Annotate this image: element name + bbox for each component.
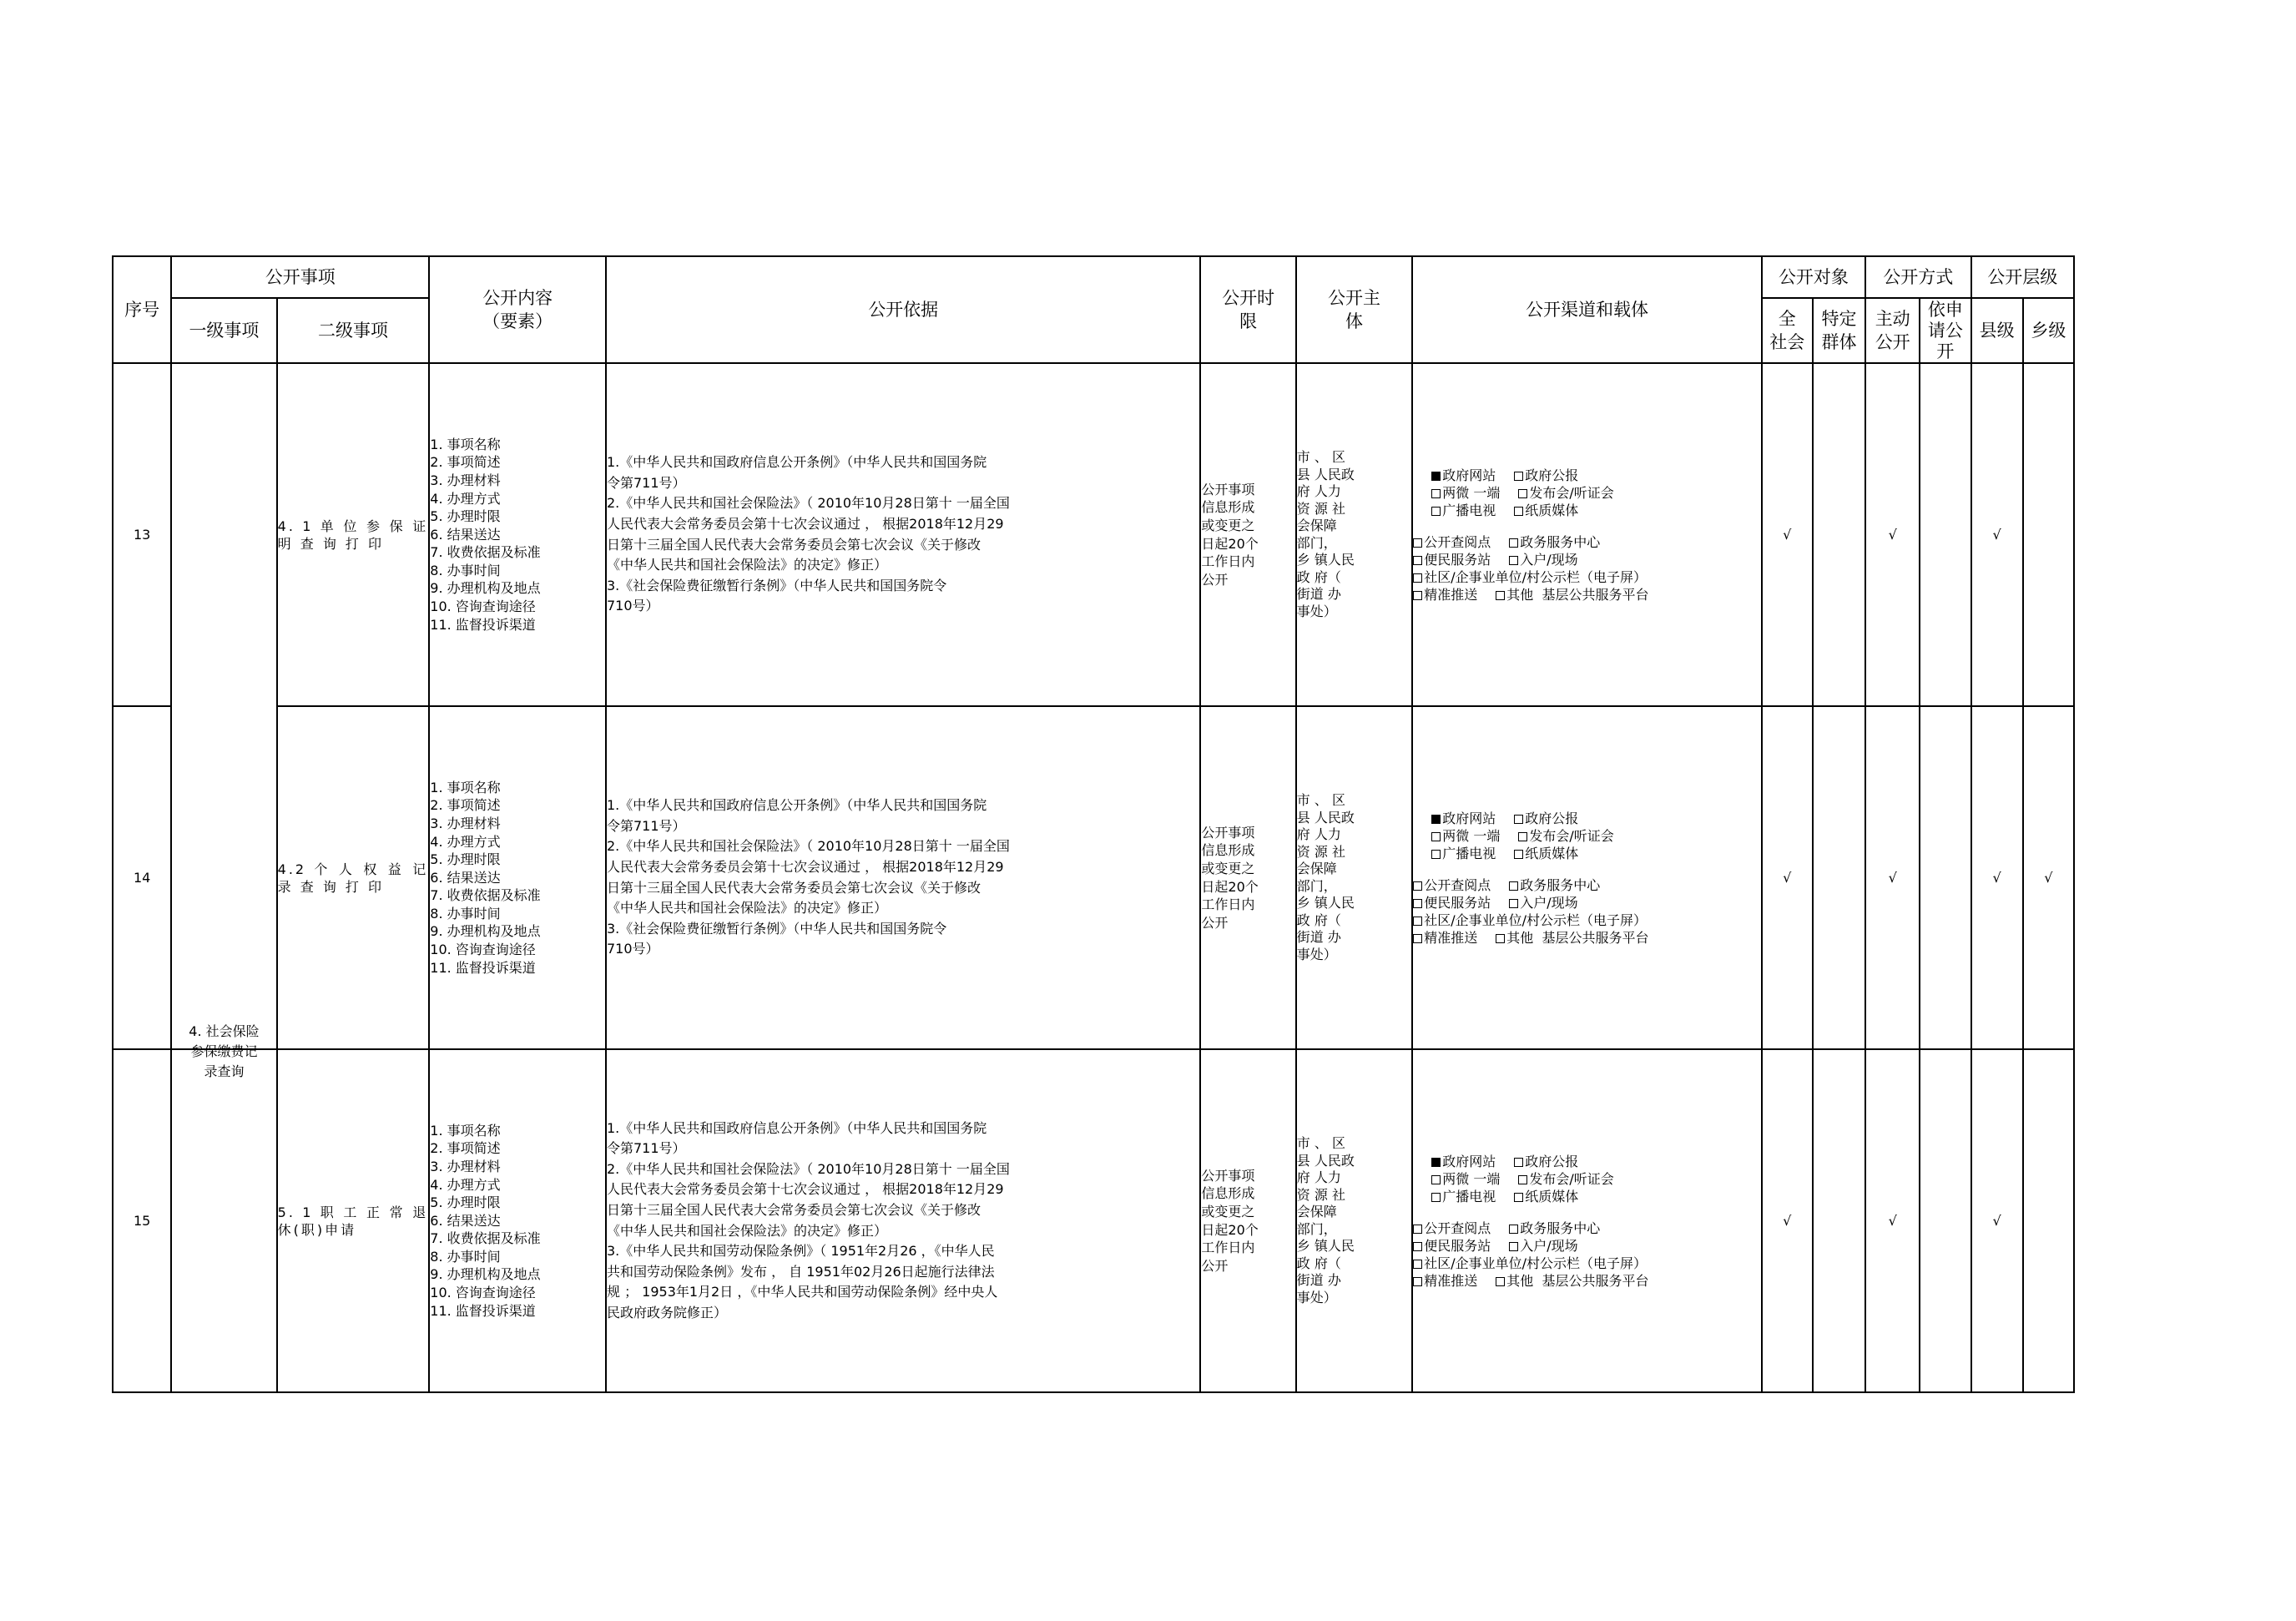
channel-row: [1431, 502, 1760, 519]
header-method: 公开方式: [1865, 256, 1971, 298]
text-line: 3.《中华人民共和国劳动保险条例》（ 1951年2月26 ，《中华人民: [606, 1243, 995, 1260]
level2-item: 4. 1 单 位 参 保 证 明 查 询 打 印: [277, 363, 430, 706]
text-line: 会保障: [1296, 518, 1337, 533]
header-target-all-line: 社会: [1769, 332, 1805, 352]
channel-row: [1413, 911, 1760, 929]
channel-row: [1413, 1255, 1760, 1272]
text-line: 人民代表大会常务委员会第十七次会议通过 ， 根据2018年12月29: [606, 1181, 1004, 1198]
channel-label: 便民服务站: [1424, 894, 1491, 911]
text-line: 府 人力: [1296, 826, 1341, 842]
checkbox-icon: [1518, 489, 1527, 498]
checkbox-icon: [1509, 538, 1518, 548]
target-group-mark: [1813, 1049, 1865, 1392]
text-line: 或变更之: [1201, 1203, 1255, 1220]
text-line: 3.《社会保险费征缴暂行条例》（中华人民共和国国务院令: [606, 577, 947, 593]
channel-label: 政府网站: [1442, 1153, 1496, 1169]
text-line: 1. 事项名称: [430, 436, 501, 452]
text-line: 710号）: [606, 941, 659, 957]
channel-group: [1413, 876, 1760, 947]
checkbox-icon: [1514, 815, 1523, 824]
channel-label: 精准推送: [1424, 929, 1478, 946]
text-line: 4. 办理方式: [430, 833, 501, 850]
channel-group: [1413, 467, 1760, 519]
channel-label: 发布会/听证会: [1529, 827, 1614, 844]
channel-row: [1413, 1220, 1760, 1237]
text-line: 《中华人民共和国社会保险法》的决定》修正）: [606, 900, 887, 917]
text-line: 令第711号）: [606, 474, 686, 491]
text-line: 县 人民政: [1296, 809, 1355, 826]
text-line: 工作日内: [1201, 896, 1255, 913]
method-active-mark: √: [1865, 706, 1920, 1049]
subject-text: [1296, 1049, 1412, 1392]
target-all-mark: √: [1762, 1049, 1813, 1392]
channel-label: 政务服务中心: [1520, 876, 1601, 893]
header-target: 公开对象: [1762, 256, 1865, 298]
channel-group: [1413, 533, 1760, 603]
checkbox-icon: [1514, 850, 1523, 859]
target-group-mark: [1813, 706, 1865, 1049]
text-line: 9. 办理机构及地点: [430, 580, 541, 597]
checkbox-icon: [1413, 1242, 1422, 1251]
channel-label: 两微 一端: [1442, 1170, 1501, 1187]
level1-item-empty: [171, 1049, 276, 1392]
checkbox-icon: [1413, 573, 1422, 583]
text-line: 日起20个: [1201, 878, 1259, 895]
channel-label: 政务服务中心: [1520, 1220, 1601, 1236]
table-row: [113, 363, 2074, 706]
time-limit: [1200, 1049, 1295, 1392]
text-line: 日第十三届全国人民代表大会常务委员会第七次会议《关于修改: [606, 1201, 981, 1218]
text-line: 人民代表大会常务委员会第十七次会议通过 ， 根据2018年12月29: [606, 858, 1004, 875]
channel-label: 入户/现场: [1520, 551, 1578, 568]
channel-label: 纸质媒体: [1525, 845, 1579, 861]
channel-label: 公开查阅点: [1424, 1220, 1491, 1236]
text-line: 事处）: [1296, 1289, 1337, 1305]
header-row-1: [113, 256, 2074, 298]
checkbox-icon: [1514, 1158, 1523, 1167]
checkbox-icon: [1509, 1225, 1518, 1234]
text-line: 市 、 区: [1296, 792, 1345, 808]
channel-row: [1431, 484, 1760, 502]
method-active-mark: √: [1865, 1049, 1920, 1392]
text-line: 1.《中华人民共和国政府信息公开条例》（中华人民共和国国务院: [606, 1119, 987, 1136]
content-list: [429, 363, 606, 706]
text-line: 事处）: [1296, 946, 1337, 962]
text-line: 事处）: [1296, 603, 1337, 619]
channel-row: [1413, 568, 1760, 586]
channel-group: [1413, 810, 1760, 862]
header-content-line: （要素）: [482, 311, 553, 331]
channel-row: [1431, 810, 1760, 827]
channel-row: [1413, 876, 1760, 894]
header-target-group: [1813, 298, 1865, 363]
header-time-line: 公开时: [1222, 288, 1275, 308]
subject-text: [1296, 706, 1412, 1049]
text-line: 日第十三届全国人民代表大会常务委员会第七次会议《关于修改: [606, 536, 981, 553]
header-subject-line: 体: [1345, 311, 1364, 331]
text-line: 县 人民政: [1296, 1152, 1355, 1169]
header-content: [429, 256, 606, 363]
text-line: 10. 咨询查询途径: [430, 942, 536, 958]
text-line: 7. 收费依据及标准: [430, 1230, 541, 1247]
channel-label: 发布会/听证会: [1529, 484, 1614, 501]
checkbox-icon: [1509, 1242, 1518, 1251]
content-list: [429, 1049, 606, 1392]
text-line: 3. 办理材料: [430, 472, 501, 488]
checkbox-icon: [1509, 899, 1518, 908]
checkbox-icon: [1413, 1277, 1422, 1286]
checkbox-icon: [1413, 538, 1422, 548]
channel-label: 便民服务站: [1424, 551, 1491, 568]
header-level1: 一级事项: [171, 298, 276, 363]
channel-row: [1413, 1272, 1760, 1290]
text-line: 部门，: [1296, 534, 1337, 551]
checkbox-icon: [1413, 591, 1422, 600]
text-line: 710号）: [606, 598, 659, 614]
level-county-mark: √: [1971, 363, 2023, 706]
text-line: 资 源 社: [1296, 843, 1345, 860]
channel-row: [1413, 929, 1760, 947]
text-line: 7. 收费依据及标准: [430, 887, 541, 904]
text-line: 资 源 社: [1296, 1186, 1345, 1203]
channel-row: [1431, 1170, 1760, 1188]
checkbox-icon: [1413, 1225, 1422, 1234]
table-row: [113, 1049, 2074, 1392]
level-county-mark: √: [1971, 706, 2023, 1049]
header-method-apply-line: 开: [1936, 341, 1955, 361]
level2-item: 4.2 个 人 权 益 记 录 查 询 打 印: [277, 706, 430, 1049]
text-line: 6. 结果送达: [430, 1212, 501, 1229]
text-line: 规 ； 1953年1月2日 ，《中华人民共和国劳动保险条例》经中央人: [606, 1284, 998, 1300]
channel-row: [1413, 533, 1760, 551]
checkbox-icon: [1431, 850, 1441, 859]
channel-label: 政府公报: [1525, 810, 1579, 826]
header-method-apply: [1920, 298, 1971, 363]
checkbox-icon: [1509, 881, 1518, 891]
text-line: 公开事项: [1201, 481, 1255, 497]
header-method-active-line: 公开: [1875, 332, 1910, 352]
method-active-mark: √: [1865, 363, 1920, 706]
text-line: 政 府（: [1296, 1255, 1341, 1271]
header-subject-line: 公开主: [1328, 288, 1381, 308]
text-line: 日起20个: [1201, 1221, 1259, 1238]
text-line: 街道 办: [1296, 1272, 1341, 1288]
checkbox-icon: [1496, 591, 1505, 600]
text-line: 7. 收费依据及标准: [430, 544, 541, 561]
header-method-active-line: 主动: [1875, 309, 1910, 329]
checkbox-icon: [1518, 1175, 1527, 1184]
text-line: 人民代表大会常务委员会第十七次会议通过 ， 根据2018年12月29: [606, 515, 1004, 532]
level-county-mark: √: [1971, 1049, 2023, 1392]
header-items: 公开事项: [171, 256, 429, 298]
channel-label: 社区/企事业单位/村公示栏（电子屏）: [1424, 1255, 1648, 1271]
channel-spacer: [1413, 519, 1760, 533]
text-line: 部门，: [1296, 1220, 1337, 1237]
checkbox-icon: [1509, 556, 1518, 565]
text-line: 11. 监督投诉渠道: [430, 959, 536, 976]
text-line: 乡 镇人民: [1296, 895, 1355, 911]
basis-text: [606, 1049, 1200, 1392]
channel-row: [1431, 827, 1760, 845]
channels-cell: [1412, 363, 1761, 706]
text-line: 9. 办理机构及地点: [430, 1266, 541, 1283]
text-line: 公开: [1201, 1257, 1229, 1274]
channel-spacer: [1413, 862, 1760, 876]
channel-group: [1413, 1220, 1760, 1290]
channel-label: 精准推送: [1424, 586, 1478, 603]
channel-label: 纸质媒体: [1525, 1188, 1579, 1204]
text-line: 市 、 区: [1296, 449, 1345, 465]
text-line: 或变更之: [1201, 517, 1255, 533]
channels-cell: [1412, 1049, 1761, 1392]
text-line: 政 府（: [1296, 568, 1341, 585]
text-line: 公开事项: [1201, 1167, 1255, 1184]
text-line: 日起20个: [1201, 535, 1259, 552]
text-line: 会保障: [1296, 1204, 1337, 1220]
text-line: 10. 咨询查询途径: [430, 598, 536, 615]
channel-row: [1413, 1237, 1760, 1255]
text-line: 信息形成: [1201, 1185, 1255, 1202]
text-line: 日第十三届全国人民代表大会常务委员会第七次会议《关于修改: [606, 879, 981, 896]
level-town-mark: [2023, 363, 2074, 706]
header-content-line: 公开内容: [482, 288, 553, 308]
channel-row: [1431, 467, 1760, 484]
text-line: 公开: [1201, 571, 1229, 588]
basis-text: [606, 363, 1200, 706]
text-line: 1. 事项名称: [430, 779, 501, 795]
row-seq: 15: [113, 1049, 171, 1392]
channel-label: 发布会/听证会: [1529, 1170, 1614, 1187]
header-basis: 公开依据: [606, 256, 1200, 363]
method-apply-mark: [1920, 706, 1971, 1049]
checkbox-icon: [1431, 815, 1441, 824]
text-line: 3.《社会保险费征缴暂行条例》（中华人民共和国国务院令: [606, 920, 947, 937]
header-target-group-line: 特定: [1821, 309, 1857, 329]
channel-label: 其他 基层公共服务平台: [1506, 929, 1649, 946]
text-line: 市 、 区: [1296, 1135, 1345, 1151]
header-method-active: [1865, 298, 1920, 363]
channel-label: 社区/企事业单位/村公示栏（电子屏）: [1424, 568, 1648, 585]
text-line: 8. 办事时间: [430, 562, 501, 578]
text-line: 《中华人民共和国社会保险法》的决定》修正）: [606, 557, 887, 573]
channel-label: 政府网站: [1442, 810, 1496, 826]
text-line: 共和国劳动保险条例》发布 ， 自 1951年02月26日起施行法律法: [606, 1263, 995, 1280]
text-line: 民政府政务院修正）: [606, 1304, 727, 1321]
level-town-mark: [2023, 1049, 2074, 1392]
header-method-apply-line: 依申: [1927, 299, 1963, 320]
text-line: 2. 事项简述: [430, 454, 501, 471]
channel-label: 政府公报: [1525, 1153, 1579, 1169]
target-all-mark: √: [1762, 363, 1813, 706]
header-method-apply-line: 请公: [1927, 320, 1963, 341]
header-channels: 公开渠道和载体: [1412, 256, 1761, 363]
content-list: [429, 706, 606, 1049]
checkbox-icon: [1413, 556, 1422, 565]
text-line: 信息形成: [1201, 842, 1255, 859]
channel-label: 两微 一端: [1442, 827, 1501, 844]
text-line: 8. 办事时间: [430, 1248, 501, 1265]
channel-label: 政府网站: [1442, 467, 1496, 483]
text-line: 11. 监督投诉渠道: [430, 616, 536, 633]
header-time-line: 限: [1239, 311, 1258, 331]
time-limit: [1200, 363, 1295, 706]
header-level2: 二级事项: [277, 298, 430, 363]
text-line: 乡 镇人民: [1296, 552, 1355, 568]
text-line: 1. 事项名称: [430, 1122, 501, 1139]
level1-item-line: 参保缴费记: [190, 1043, 258, 1059]
text-line: 工作日内: [1201, 1240, 1255, 1256]
text-line: 5. 办理时限: [430, 508, 501, 525]
text-line: 2. 事项简述: [430, 1140, 501, 1157]
channel-group: [1413, 1153, 1760, 1205]
channel-row: [1431, 845, 1760, 862]
checkbox-icon: [1413, 899, 1422, 908]
channel-label: 公开查阅点: [1424, 533, 1491, 550]
header-time: [1200, 256, 1295, 363]
text-line: 信息形成: [1201, 499, 1255, 516]
header-target-all-line: 全: [1778, 309, 1796, 329]
text-line: 《中华人民共和国社会保险法》的决定》修正）: [606, 1222, 887, 1239]
time-limit: [1200, 706, 1295, 1049]
disclosure-table: [112, 255, 2075, 1393]
text-line: 工作日内: [1201, 553, 1255, 570]
text-line: 令第711号）: [606, 817, 686, 834]
checkbox-icon: [1431, 507, 1441, 516]
channel-row: [1431, 1188, 1760, 1205]
checkbox-icon: [1518, 832, 1527, 841]
channel-label: 社区/企事业单位/村公示栏（电子屏）: [1424, 911, 1648, 928]
header-target-group-line: 群体: [1821, 332, 1857, 352]
text-line: 府 人力: [1296, 1169, 1341, 1185]
text-line: 2.《中华人民共和国社会保险法》（ 2010年10月28日第十 一届全国: [606, 1160, 1010, 1177]
text-line: 8. 办事时间: [430, 905, 501, 922]
channel-label: 政务服务中心: [1520, 533, 1601, 550]
channel-label: 入户/现场: [1520, 894, 1578, 911]
level1-item: [171, 363, 276, 1079]
channels-cell: [1412, 706, 1761, 1049]
checkbox-icon: [1431, 832, 1441, 841]
target-group-mark: [1813, 363, 1865, 706]
channel-row: [1413, 894, 1760, 911]
text-line: 9. 办理机构及地点: [430, 923, 541, 940]
text-line: 乡 镇人民: [1296, 1238, 1355, 1254]
level1-item-line: 录查询: [204, 1063, 245, 1079]
channel-row: [1413, 551, 1760, 568]
channel-row: [1431, 1153, 1760, 1170]
text-line: 部门，: [1296, 877, 1337, 894]
text-line: 10. 咨询查询途径: [430, 1285, 536, 1301]
text-line: 县 人民政: [1296, 466, 1355, 482]
text-line: 公开事项: [1201, 824, 1255, 841]
header-level: 公开层级: [1971, 256, 2075, 298]
text-line: 或变更之: [1201, 860, 1255, 876]
text-line: 会保障: [1296, 861, 1337, 876]
channel-label: 广播电视: [1442, 1188, 1496, 1204]
channel-label: 纸质媒体: [1525, 502, 1579, 518]
text-line: 1.《中华人民共和国政府信息公开条例》（中华人民共和国国务院: [606, 454, 987, 471]
table-row: [113, 706, 2074, 1049]
header-level-county: 县级: [1971, 298, 2023, 363]
text-line: 2.《中华人民共和国社会保险法》（ 2010年10月28日第十 一届全国: [606, 838, 1010, 855]
text-line: 1.《中华人民共和国政府信息公开条例》（中华人民共和国国务院: [606, 797, 987, 814]
level-town-mark: √: [2023, 706, 2074, 1049]
header-subject: [1296, 256, 1412, 363]
channel-spacer: [1413, 1205, 1760, 1220]
channel-row: [1413, 586, 1760, 603]
text-line: 府 人力: [1296, 483, 1341, 499]
header-target-all: [1762, 298, 1813, 363]
method-apply-mark: [1920, 363, 1971, 706]
text-line: 资 源 社: [1296, 500, 1345, 517]
text-line: 5. 办理时限: [430, 851, 501, 868]
method-apply-mark: [1920, 1049, 1971, 1392]
header-seq: 序号: [113, 256, 171, 363]
text-line: 4. 办理方式: [430, 1176, 501, 1193]
text-line: 街道 办: [1296, 929, 1341, 945]
text-line: 6. 结果送达: [430, 526, 501, 543]
checkbox-icon: [1413, 917, 1422, 926]
channel-label: 其他 基层公共服务平台: [1506, 586, 1649, 603]
text-line: 6. 结果送达: [430, 869, 501, 886]
checkbox-icon: [1496, 934, 1505, 943]
text-line: 令第711号）: [606, 1140, 686, 1157]
checkbox-icon: [1431, 472, 1441, 481]
checkbox-icon: [1413, 881, 1422, 891]
row-seq: 13: [113, 363, 171, 706]
channel-label: 两微 一端: [1442, 484, 1501, 501]
checkbox-icon: [1431, 1193, 1441, 1202]
channel-label: 公开查阅点: [1424, 876, 1491, 893]
checkbox-icon: [1431, 489, 1441, 498]
channel-label: 入户/现场: [1520, 1237, 1578, 1254]
level2-item: 5. 1 职 工 正 常 退休(职)申请: [277, 1049, 430, 1392]
channel-label: 政府公报: [1525, 467, 1579, 483]
checkbox-icon: [1413, 934, 1422, 943]
row-seq: 14: [113, 706, 171, 1049]
checkbox-icon: [1514, 1193, 1523, 1202]
level1-item-line: 4. 社会保险: [189, 1023, 260, 1039]
text-line: 11. 监督投诉渠道: [430, 1302, 536, 1319]
checkbox-icon: [1514, 472, 1523, 481]
checkbox-icon: [1496, 1277, 1505, 1286]
channel-label: 广播电视: [1442, 845, 1496, 861]
text-line: 4. 办理方式: [430, 490, 501, 507]
subject-text: [1296, 363, 1412, 706]
channel-label: 精准推送: [1424, 1272, 1478, 1289]
channel-label: 其他 基层公共服务平台: [1506, 1272, 1649, 1289]
text-line: 2. 事项简述: [430, 797, 501, 814]
text-line: 3. 办理材料: [430, 815, 501, 831]
basis-text: [606, 706, 1200, 1049]
text-line: 2.《中华人民共和国社会保险法》（ 2010年10月28日第十 一届全国: [606, 495, 1010, 512]
text-line: 街道 办: [1296, 586, 1341, 602]
checkbox-icon: [1413, 1260, 1422, 1269]
text-line: 政 府（: [1296, 911, 1341, 928]
channel-label: 便民服务站: [1424, 1237, 1491, 1254]
channel-label: 广播电视: [1442, 502, 1496, 518]
checkbox-icon: [1514, 507, 1523, 516]
text-line: 公开: [1201, 914, 1229, 931]
checkbox-icon: [1431, 1158, 1441, 1167]
text-line: 5. 办理时限: [430, 1194, 501, 1211]
target-all-mark: √: [1762, 706, 1813, 1049]
text-line: 3. 办理材料: [430, 1158, 501, 1174]
header-level-town: 乡级: [2023, 298, 2074, 363]
checkbox-icon: [1431, 1175, 1441, 1184]
